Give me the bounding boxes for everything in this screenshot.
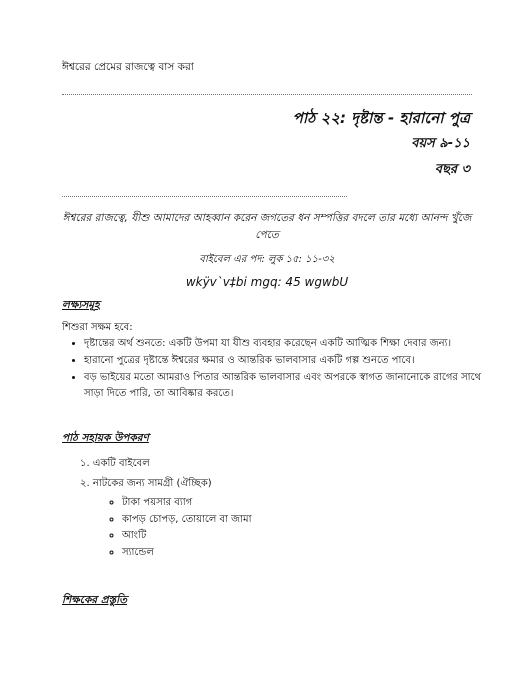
bible-passage: বাইবেল এর পদ: লুক ১৫: ১১-৩২ bbox=[199, 254, 335, 265]
memory-verse: wkÿv`v‡bi mgq: 45 wgwbU bbox=[185, 275, 349, 289]
prop-item: ◦ স্যান্ডেল bbox=[122, 545, 251, 562]
objective-item: • দৃষ্টান্তের অর্থ শুনতে: একটি উপমা যা যীশু ব্যবহার করেছেন একটি আত্মিক শিক্ষা দেবার জন্য। bbox=[84, 336, 494, 352]
lesson-title: পাঠ ২২: দৃষ্টান্ত - হারানো পুত্র bbox=[292, 109, 470, 127]
series-title: ঈশ্বরের প্রেমের রাজত্বে বাস করা bbox=[62, 61, 194, 73]
props-list bbox=[100, 495, 251, 561]
divider-top bbox=[62, 94, 472, 95]
objective-item: • বড় ভাইয়ের মতো আমরাও পিতার আন্তরিক ভালবাসার এবং অপরকে স্বাগত জানানোকে রাগের সাথে সাড়া দিতে পারি, তা আবিষ্কার করতে। bbox=[84, 370, 494, 402]
prop-item: ◦ কাপড় চোপড়, তোয়ালে বা জামা bbox=[122, 512, 251, 529]
objective-item: • হারানো পুত্রের দৃষ্টান্তে ঈশ্বরের ক্ষমার ও আন্তরিক ভালবাসার একটি গল্প শুনতে পাবে। bbox=[84, 353, 494, 369]
materials-heading: পাঠ সহায়ক উপকরণ bbox=[62, 432, 149, 444]
material-item: ১. একটি বাইবেল bbox=[80, 458, 150, 469]
divider-short bbox=[62, 196, 347, 197]
lesson-age: বয়স ৯-১১ bbox=[411, 136, 470, 151]
material-item: ২. নাটকের জন্য সামগ্রী (ঐচ্ছিক) bbox=[80, 478, 212, 489]
prop-item: ◦ টাকা পয়সার ব্যাগ bbox=[122, 495, 251, 512]
objectives-intro: শিশুরা সক্ষম হবে: bbox=[62, 322, 133, 333]
lesson-theme: ঈশ্বরের রাজত্বে, যীশু আমাদের আহব্বান করেন জগতের ধন সম্পত্তির বদলে তার মধ্যে আনন্দ খুঁজে পেতে bbox=[62, 212, 472, 241]
lesson-year: বছর ৩ bbox=[434, 162, 470, 177]
objectives-heading: লক্ষ্যসমূহ bbox=[62, 299, 100, 311]
prop-item: ◦ আংটি bbox=[122, 528, 251, 545]
teacher-prep-heading: শিক্ষকের প্রস্তুতি bbox=[62, 594, 127, 606]
objectives-list bbox=[62, 336, 494, 403]
